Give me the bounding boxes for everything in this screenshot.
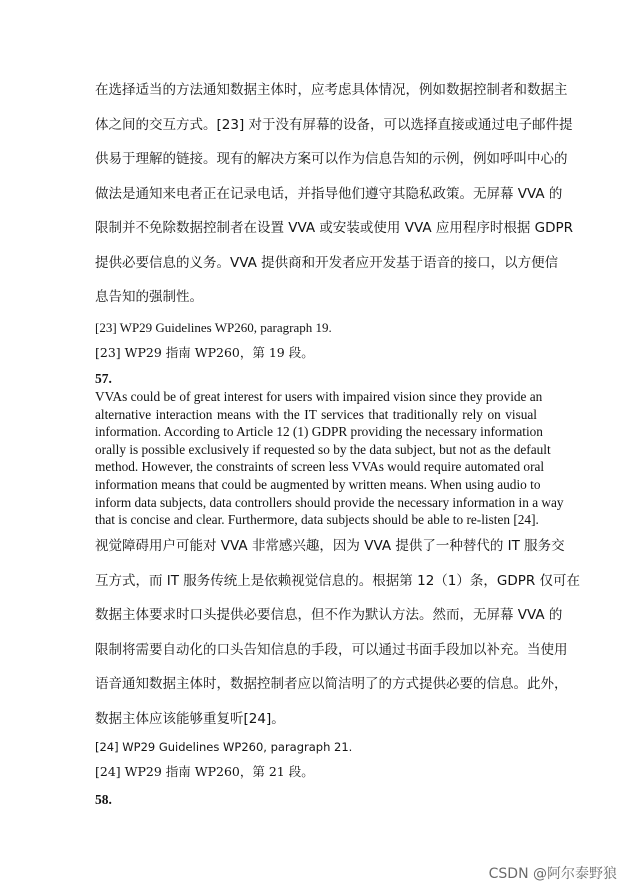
text-line: 体之间的交互方式。[23] 对于没有屏幕的设备，可以选择直接或通过电子邮件提	[95, 116, 573, 133]
text-line: information. According to Article 12 (1) GDPR providing the necessary information	[95, 424, 543, 440]
section-number-58: 58.	[95, 792, 112, 807]
text-line: 做法是通知来电者正在记录电话，并指导他们遵守其隐私政策。无屏幕 VVA 的	[95, 185, 563, 202]
text-line: 数据主体应该能够重复听[24]。	[95, 710, 285, 727]
footnote-24-en: [24] WP29 Guidelines WP260, paragraph 21.	[95, 740, 353, 754]
text-line: orally is possible exclusively if requested so by the data subject, but not as the default	[95, 441, 551, 457]
text-line: information means that could be augmented by written means. When using audio to	[95, 476, 541, 492]
text-line: inform data subjects, data controllers should provide the necessary information in a way	[95, 494, 564, 510]
text-line: 语音通知数据主体时，数据控制者应以简洁明了的方式提供必要的信息。此外，	[95, 676, 568, 692]
section-number-57: 57.	[95, 371, 112, 386]
paragraph-cn-2	[95, 529, 581, 736]
paragraph-en-57	[95, 388, 564, 529]
text-line: that is concise and clear. Furthermore, data subjects should be able to re-listen [24].	[95, 512, 539, 528]
text-line: 限制将需要自动化的口头告知信息的手段，可以通过书面手段加以补充。当使用	[95, 641, 568, 658]
paragraph-cn-1	[95, 73, 574, 315]
text-line: method. However, the constraints of screen less VVAs would require automated oral	[95, 459, 545, 475]
text-line: 数据主体要求时口头提供必要信息，但不作为默认方法。然而，无屏幕 VVA 的	[95, 607, 563, 623]
text-line: VVAs could be of great interest for users with impaired vision since they provide an	[95, 389, 543, 404]
text-line: 限制并不免除数据控制者在设置 VVA 或安装或使用 VVA 应用程序时根据 GDPR	[95, 220, 574, 236]
text-line: 视觉障碍用户可能对 VVA 非常感兴趣，因为 VVA 提供了一种替代的 IT 服务交	[95, 538, 565, 554]
text-line: 提供必要信息的义务。VVA 提供商和开发者应开发基于语音的接口，以方便信	[95, 254, 559, 271]
text-line: 息告知的强制性。	[95, 289, 203, 305]
text-line: 供易于理解的链接。现有的解决方案可以作为信息告知的示例，例如呼叫中心的	[95, 151, 568, 167]
text-line: 互方式，而 IT 服务传统上是依赖视觉信息的。根据第 12（1）条，GDPR 仅可在	[95, 572, 581, 589]
text-line: alternative interaction means with the IT services that traditionally rely on visual	[95, 406, 537, 422]
footnote-24-cn: [24] WP29 指南 WP260，第 21 段。	[95, 764, 314, 779]
csdn-watermark: CSDN @阿尔泰野狼	[488, 866, 617, 882]
footnote-23-en: [23] WP29 Guidelines WP260, paragraph 19.	[95, 320, 332, 335]
footnote-23-cn: [23] WP29 指南 WP260，第 19 段。	[95, 345, 314, 360]
text-line: 在选择适当的方法通知数据主体时，应考虑具体情况，例如数据控制者和数据主	[95, 82, 568, 98]
